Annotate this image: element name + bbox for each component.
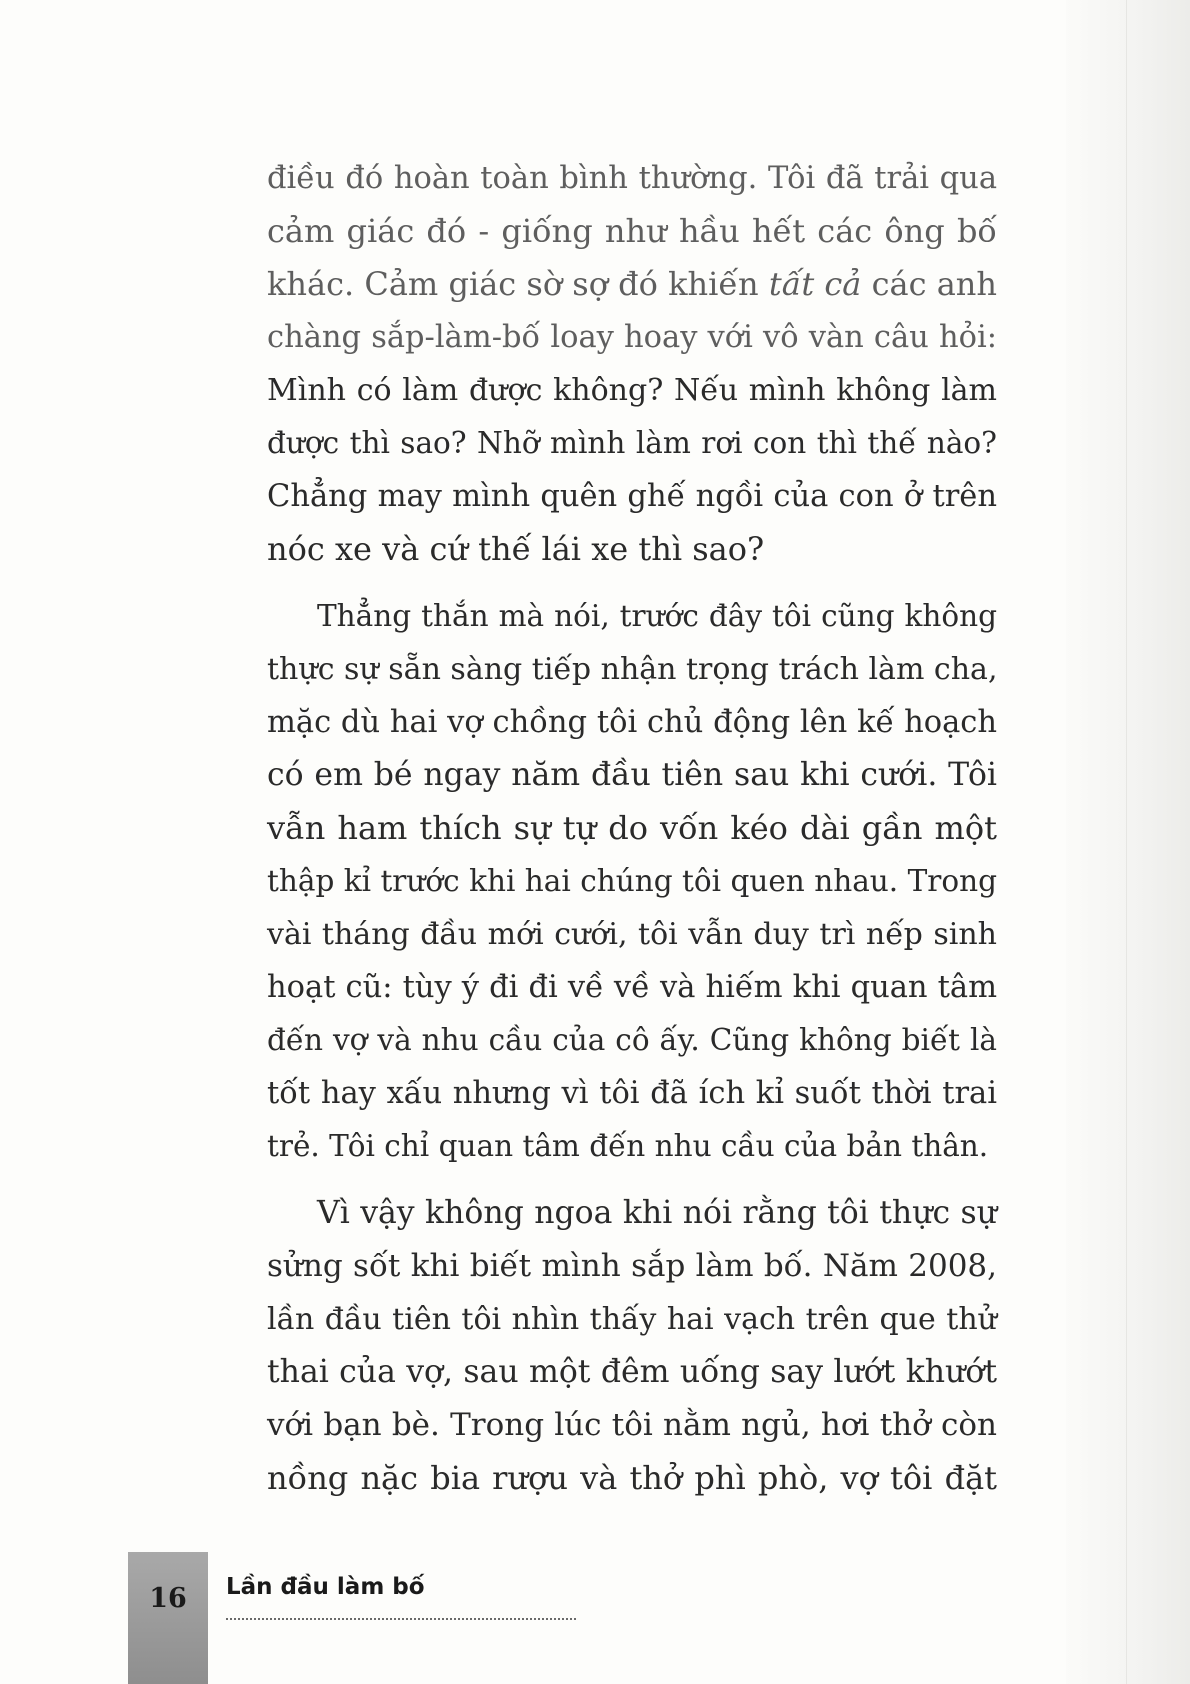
text-line: chàng sắp-làm-bố loay hoay với vô vàn câu hỏi: bbox=[267, 320, 997, 355]
paragraph-2 bbox=[267, 590, 997, 1173]
text-line: Chẳng may mình quên ghế ngồi của con ở trên bbox=[267, 479, 997, 514]
paragraph-3 bbox=[267, 1187, 997, 1505]
text-line: với bạn bè. Trong lúc tôi nằm ngủ, hơi thở còn bbox=[267, 1407, 997, 1443]
text-line: lần đầu tiên tôi nhìn thấy hai vạch trên que thử bbox=[267, 1302, 997, 1337]
text-line: Thẳng thắn mà nói, trước đây tôi cũng không bbox=[317, 599, 997, 633]
text-line: điều đó hoàn toàn bình thường. Tôi đã trải qua bbox=[267, 161, 997, 196]
emphasis-text: tất cả bbox=[768, 265, 862, 303]
text-line: đến vợ và nhu cầu của cô ấy. Cũng không biết là bbox=[267, 1023, 997, 1057]
running-title: Lần đầu làm bố bbox=[226, 1574, 425, 1600]
text-line: vài tháng đầu mới cưới, tôi vẫn duy trì nếp sinh bbox=[267, 917, 997, 952]
text-line: Vì vậy không ngoa khi nói rằng tôi thực sự bbox=[317, 1195, 997, 1231]
text-line: mặc dù hai vợ chồng tôi chủ động lên kế hoạch bbox=[267, 705, 997, 740]
page-number: 16 bbox=[149, 1583, 187, 1614]
text-span: khác. Cảm giác sờ sợ đó khiến bbox=[267, 265, 759, 303]
page-edge-line bbox=[1126, 0, 1127, 1684]
page-number-tab bbox=[128, 1552, 208, 1684]
text-line: thực sự sẵn sàng tiếp nhận trọng trách làm cha, bbox=[267, 652, 998, 687]
text-line: sửng sốt khi biết mình sắp làm bố. Năm 2008, bbox=[267, 1248, 997, 1284]
text-span: các anh bbox=[871, 265, 998, 303]
text-line: có em bé ngay năm đầu tiên sau khi cưới. Tôi bbox=[267, 757, 997, 793]
text-line: nồng nặc bia rượu và thở phì phò, vợ tôi đặt bbox=[267, 1459, 997, 1497]
paragraph-gap bbox=[267, 576, 997, 590]
text-line: thập kỉ trước khi hai chúng tôi quen nhau. Trong bbox=[267, 864, 997, 898]
body-text bbox=[267, 152, 997, 1505]
text-line: vẫn ham thích sự tự do vốn kéo dài gần một bbox=[267, 809, 997, 847]
running-title-rule bbox=[226, 1618, 576, 1620]
text-line: được thì sao? Nhỡ mình làm rơi con thì thế nào? bbox=[267, 426, 997, 460]
page-edge-shadow bbox=[1066, 0, 1190, 1684]
paragraph-gap bbox=[267, 1173, 997, 1187]
text-line: hoạt cũ: tùy ý đi đi về về và hiếm khi quan tâm bbox=[267, 970, 997, 1005]
text-line: nóc xe và cứ thế lái xe thì sao? bbox=[267, 530, 765, 568]
paragraph-1 bbox=[267, 152, 997, 576]
text-line: cảm giác đó - giống như hầu hết các ông bố bbox=[267, 212, 997, 250]
text-line: trẻ. Tôi chỉ quan tâm đến nhu cầu của bản thân. bbox=[267, 1129, 989, 1163]
text-line: tốt hay xấu nhưng vì tôi đã ích kỉ suốt thời trai bbox=[267, 1076, 997, 1111]
text-line: thai của vợ, sau một đêm uống say lướt khướt bbox=[267, 1354, 997, 1390]
text-line: Mình có làm được không? Nếu mình không làm bbox=[267, 373, 997, 408]
text-line-with-emphasis bbox=[267, 258, 997, 311]
